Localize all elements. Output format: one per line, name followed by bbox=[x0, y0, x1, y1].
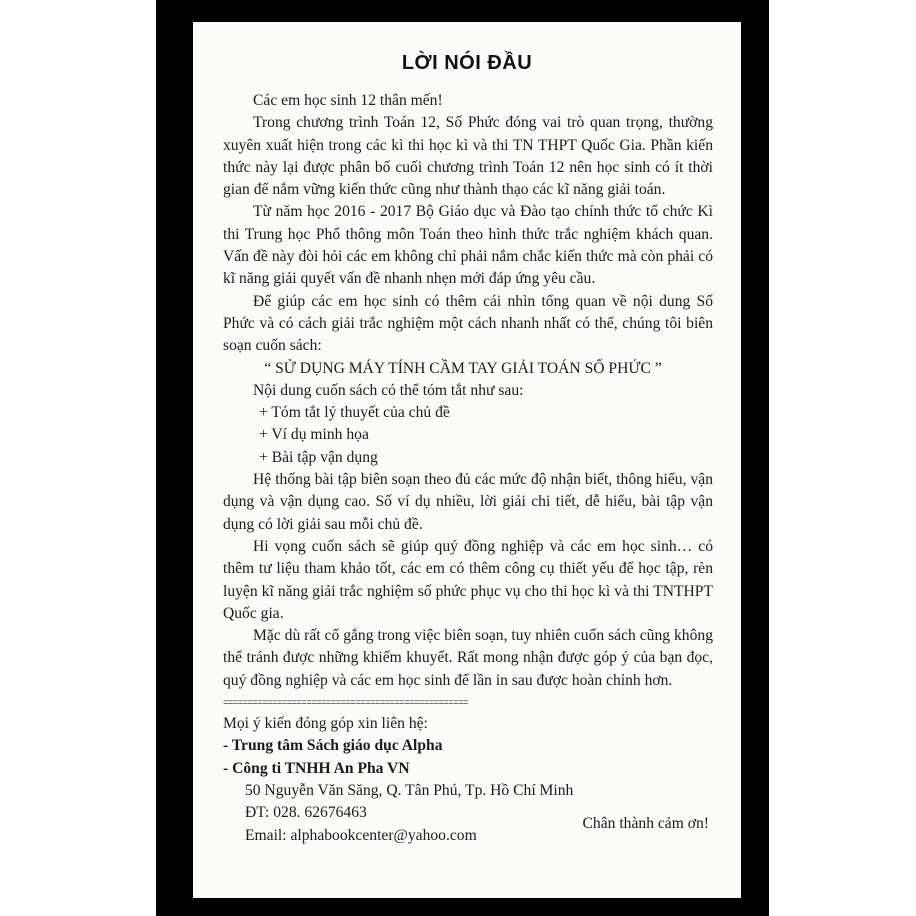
contact-intro: Mọi ý kiến đóng góp xin liên hệ: bbox=[223, 715, 428, 733]
book-title: “ SỬ DỤNG MÁY TÍNH CẦM TAY GIẢI TOÁN SỐ PHỨC ” bbox=[264, 359, 662, 377]
page-content bbox=[223, 90, 713, 847]
greeting: Các em học sinh 12 thân mến! bbox=[253, 92, 443, 109]
page-title: LỜI NÓI ĐẦU bbox=[401, 52, 533, 74]
contact-phone: ĐT: 028. 62676463 bbox=[245, 804, 367, 822]
contact-address: 50 Nguyễn Văn Săng, Q. Tân Phú, Tp. Hồ Chí Minh bbox=[245, 781, 574, 799]
separator-line: ================================================== bbox=[223, 698, 469, 709]
paragraph: Để giúp các em học sinh có thêm cái nhìn tổng quan về nội dung Số Phức và có cách giải trắc nghiệm một cách nhanh nhất có thể, chúng tôi biên soạn cuốn sách: bbox=[223, 292, 713, 355]
book-page bbox=[193, 22, 741, 898]
paragraph: Trong chương trình Toán 12, Số Phức đóng vai trò quan trọng, thường xuyên xuất hiện trong các kì thi học kì và thi TN THPT Quốc Gia. Phần kiến thức này lại được phân bố cuối chương trình Toán 12 nên học sinh có ít thời gian để nắm vững kiến thức cũng như thành thạo các kĩ năng giải toán. bbox=[223, 114, 713, 199]
paragraph: Từ năm học 2016 - 2017 Bộ Giáo dục và Đào tạo chính thức tổ chức Kì thi Trung học Phổ thông môn Toán theo hình thức trắc nghiệm khách quan. Vấn đề này đòi hỏi các em không chỉ phải nắm chắc kiến thức mà còn phải có kĩ năng giải quyết vấn đề nhanh nhẹn mới đáp ứng yêu cầu. bbox=[223, 203, 713, 288]
contact-org: - Trung tâm Sách giáo dục Alpha bbox=[223, 737, 443, 755]
closing-text: Chân thành cảm ơn! bbox=[582, 815, 709, 832]
bullet-item: + Ví dụ minh họa bbox=[259, 426, 369, 444]
paragraph: Mặc dù rất cố gắng trong việc biên soạn, tuy nhiên cuốn sách cũng không thể tránh được những khiếm khuyết. Rất mong nhận được góp ý của bạn đọc, quý đồng nghiệp và các em học sinh để lần in sau được hoàn chỉnh hơn. bbox=[223, 627, 713, 689]
contact-org: - Công ti TNHH An Pha VN bbox=[223, 759, 410, 777]
bullet-item: + Bài tập vận dụng bbox=[259, 448, 378, 466]
paragraph: Hệ thống bài tập biên soạn theo đủ các mức độ nhận biết, thông hiểu, vận dụng và vận dụng cao. Số ví dụ nhiều, lời giải chi tiết, dễ hiểu, bài tập vận dụng có lời giải sau mỗi chủ đề. bbox=[223, 471, 713, 533]
bullet-item: + Tóm tắt lý thuyết của chủ đề bbox=[259, 404, 450, 422]
paragraph: Hi vọng cuốn sách sẽ giúp quý đồng nghiệp và các em học sinh… có thêm tư liệu tham khảo tốt, các em có thêm công cụ thiết yếu để học tập, rèn luyện kĩ năng giải trắc nghiệm số phức phục vụ cho thi học kì và thi TNTHPT Quốc gia. bbox=[223, 537, 713, 622]
contact-email: Email: alphabookcenter@yahoo.com bbox=[245, 826, 477, 844]
summary-intro: Nội dung cuốn sách có thể tóm tắt như sau: bbox=[253, 381, 524, 399]
